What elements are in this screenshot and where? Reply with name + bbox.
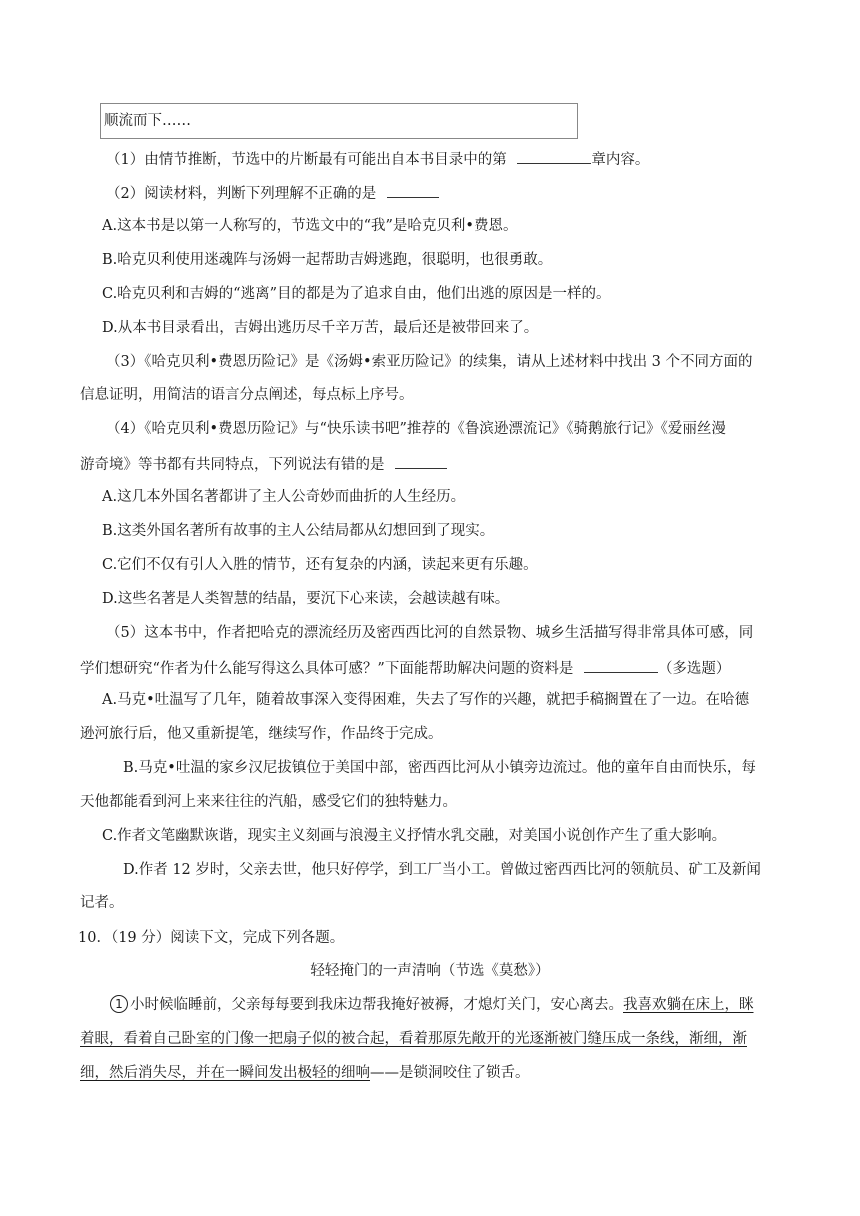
question-2: [106, 182, 439, 204]
q2-option-d: D.从本书目录看出，吉姆出逃历尽千辛万苦，最后还是被带回来了。: [102, 320, 539, 336]
q2-option-a: A.这本书是以第一人称写的，节选文中的“我”是哈克贝利•费恩。: [102, 218, 518, 234]
question-5-suffix: （多选题）: [657, 661, 731, 677]
q5-option-a-line-2: 逊河旅行后，他又重新提笔，继续写作，作品终于完成。: [80, 726, 443, 742]
passage-text: ——是锁洞咬住了锁舌。: [370, 1065, 530, 1081]
q2-option-c: C.哈克贝利和吉姆的“逃离”目的都是为了追求自由，他们出逃的原因是一样的。: [102, 286, 611, 302]
answer-blank-4[interactable]: [395, 453, 447, 469]
question-5-line-2: [80, 657, 730, 679]
q5-option-c-line-1: C.作者文笔幽默诙谐，现实主义刻画与浪漫主义抒情水乳交融，对美国小说创作产生了重大影响。: [102, 828, 727, 844]
answer-blank-2[interactable]: [387, 182, 439, 198]
question-2-text: （2）阅读材料，判断下列理解不正确的是: [106, 186, 377, 202]
box-text: 顺流而下……: [104, 113, 191, 129]
question-4-line-2: [80, 453, 447, 475]
answer-blank-1[interactable]: [517, 148, 591, 164]
paragraph-number-1: 1: [110, 995, 128, 1013]
q4-option-d: D.这些名著是人类智慧的结晶，要沉下心来读，会越读越有味。: [102, 591, 510, 607]
passage-text: 小时候临睡前，父亲每每要到我床边帮我掩好被褥，才熄灯关门，安心离去。: [130, 997, 623, 1013]
question-5-text: 学们想研究“作者为什么能写得这么具体可感？”下面能帮助解决问题的资料是: [80, 661, 574, 677]
previous-text-box: [100, 103, 578, 139]
passage-line-3: [80, 1063, 530, 1083]
passage-underlined-text: 细，然后消失尽，并在一瞬间发出极轻的细响: [80, 1065, 370, 1081]
question-4-text: 游奇境》等书都有共同特点，下列说法有错的是: [80, 457, 385, 473]
passage-line-2: [80, 1029, 747, 1049]
passage-line-1: [110, 995, 754, 1015]
passage-underlined-text: 我喜欢躺在床上，眯: [623, 997, 754, 1013]
q5-option-b-line-2: 天他都能看到河上来来往往的汽船，感受它们的独特魅力。: [80, 794, 457, 810]
q2-option-b: B.哈克贝利使用迷魂阵与汤姆一起帮助吉姆逃跑，很聪明，也很勇敢。: [102, 252, 553, 268]
q5-option-d-line-1: D.作者 12 岁时，父亲去世，他只好停学，到工厂当小工。曾做过密西西比河的领航员、矿工及新闻: [123, 862, 761, 878]
passage-underlined-text: 着眼，看着自己卧室的门像一把扇子似的被合起，看着那原先敞开的光逐渐被门缝压成一条线，渐细，渐: [80, 1031, 747, 1047]
q5-option-a-line-1: A.马克•吐温写了几年，随着故事深入变得困难，失去了写作的兴趣，就把手稿搁置在了一边。在哈德: [102, 692, 750, 708]
question-1: [106, 148, 649, 170]
q4-option-a: A.这几本外国名著都讲了主人公奇妙而曲折的人生经历。: [102, 489, 466, 505]
q5-option-d-line-2: 记者。: [80, 895, 124, 911]
question-4-line-1: （4）《哈克贝利•费恩历险记》与“快乐读书吧”推荐的《鲁滨逊漂流记》《骑鹅旅行记》《爱丽丝漫: [106, 421, 726, 437]
q5-option-b-line-1: B.马克•吐温的家乡汉尼拔镇位于美国中部，密西西比河从小镇旁边流过。他的童年自由而快乐，每: [123, 760, 756, 776]
question-10-heading: 10．（19 分）阅读下文，完成下列各题。: [78, 930, 345, 946]
q4-option-b: B.这类外国名著所有故事的主人公结局都从幻想回到了现实。: [102, 523, 495, 539]
question-3-line-2: 信息证明，用简洁的语言分点阐述，每点标上序号。: [80, 387, 414, 403]
q4-option-c: C.它们不仅有引人入胜的情节，还有复杂的内涵，读起来更有乐趣。: [102, 557, 538, 573]
question-5-line-1: （5）这本书中，作者把哈克的漂流经历及密西西比河的自然景物、城乡生活描写得非常具体可感，同: [106, 625, 754, 641]
passage-title: 轻轻掩门的一声清响（节选《莫愁》）: [310, 963, 550, 979]
question-1-text: （1）由情节推断，节选中的片断最有可能出自本书目录中的第: [106, 152, 507, 168]
answer-blank-5[interactable]: [584, 657, 658, 673]
question-3-line-1: （3）《哈克贝利•费恩历险记》是《汤姆•索亚历险记》的续集，请从上述材料中找出 3 个不同方面的: [106, 354, 753, 370]
question-1-suffix: 章内容。: [591, 152, 650, 168]
